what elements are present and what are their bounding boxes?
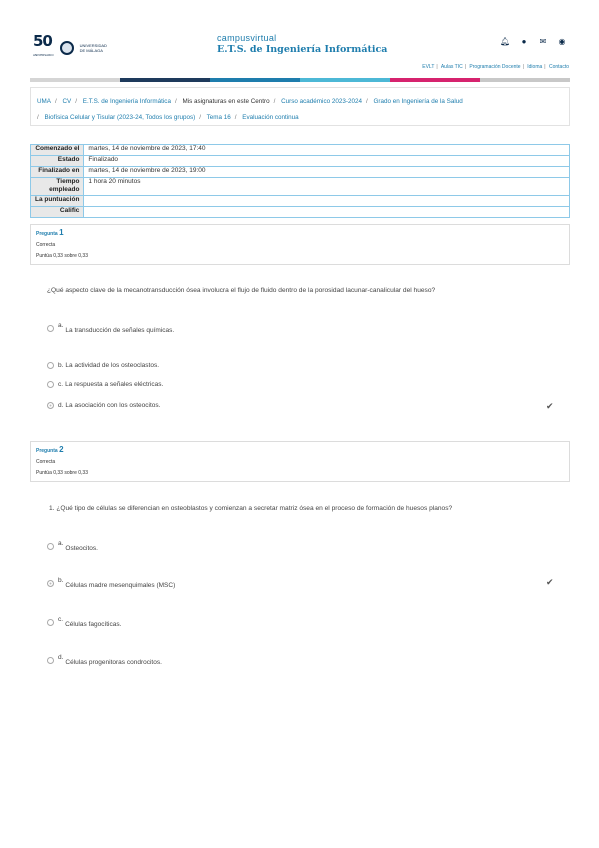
option-text: La actividad de los osteoclastos.: [65, 362, 160, 369]
question-grade: Puntúa 0,33 sobre 0,33: [36, 253, 88, 259]
chat-icon[interactable]: ●: [521, 37, 527, 46]
question-state: Correcta: [36, 242, 56, 248]
breadcrumb-etsi[interactable]: E.T.S. de Ingeniería Informática: [82, 98, 171, 105]
breadcrumb-tema[interactable]: Tema 16: [206, 114, 231, 121]
question-1-text: ¿Qué aspecto clave de la mecanotransducción ósea involucra el flujo de fluido dentro de la porosidad lacunar-canalicular del hueso?: [47, 287, 436, 294]
anniversary-logo: 50 ANIVERSARIO: [33, 32, 54, 57]
summary-value: [84, 196, 570, 207]
university-seal-icon: [60, 41, 74, 55]
q2-option-d[interactable]: d. Células progenitoras condrocitos.: [47, 657, 162, 666]
link-programacion-docente[interactable]: Programación Docente: [469, 64, 521, 70]
header-icons: [500, 37, 567, 46]
radio-button-selected[interactable]: [47, 580, 54, 587]
radio-button[interactable]: [47, 657, 54, 664]
color-segment: [210, 78, 300, 82]
site-title-line1: campusvirtual: [217, 33, 277, 43]
color-segment: [480, 78, 570, 82]
radio-button-selected[interactable]: [47, 402, 54, 409]
summary-key: Finalizado en: [31, 167, 84, 178]
breadcrumb-mis-asignaturas[interactable]: Mis asignaturas en este Centro: [182, 98, 270, 105]
q1-option-c[interactable]: c. La respuesta a señales eléctricas.: [47, 381, 163, 388]
link-idioma[interactable]: Idioma: [527, 64, 543, 70]
bell-icon[interactable]: 🔔︎: [500, 37, 511, 46]
option-text: Células madre mesenquimales (MSC): [65, 582, 176, 589]
breadcrumb: UMA / CV / E.T.S. de Ingeniería Informática / Mis asignaturas en este Centro / Curso académico 2023-2024 / Grado en Ingeniería de la Salud / Biofísica Celular y Tisular (2023-24, Todos los grupos) / Tema 16 / Evaluación continua: [30, 87, 570, 126]
correct-check-icon: ✔: [546, 577, 554, 587]
color-segment: [300, 78, 390, 82]
summary-key: La puntuación: [31, 196, 84, 207]
attempt-summary-table: [30, 144, 570, 218]
question-grade: Puntúa 0,33 sobre 0,33: [36, 470, 88, 476]
mail-icon[interactable]: ✉: [539, 37, 547, 46]
breadcrumb-uma[interactable]: UMA: [37, 98, 51, 105]
color-segment: [120, 78, 210, 82]
summary-row: [31, 167, 570, 178]
correct-check-icon: ✔: [546, 401, 554, 411]
radio-button[interactable]: [47, 362, 54, 369]
radio-button[interactable]: [47, 543, 54, 550]
breadcrumb-curso[interactable]: Curso académico 2023-2024: [281, 98, 362, 105]
summary-key: Comenzado el: [31, 145, 84, 156]
breadcrumb-evaluacion[interactable]: Evaluación continua: [242, 114, 299, 121]
summary-row: [31, 196, 570, 207]
summary-row: [31, 207, 570, 218]
site-title-line2: E.T.S. de Ingeniería Informática: [217, 44, 388, 55]
radio-button[interactable]: [47, 619, 54, 626]
option-text: La transducción de señales químicas.: [65, 327, 175, 334]
option-text: La asociación con los osteocitos.: [65, 402, 161, 409]
link-aulas-tic[interactable]: Aulas TIC: [440, 64, 463, 70]
color-segment: [390, 78, 480, 82]
top-links: EVLT | Aulas TIC | Programación Docente | Idioma | Contacto: [422, 64, 569, 70]
question-number: Pregunta 2: [36, 445, 64, 454]
q2-option-a[interactable]: a. Osteocitos.: [47, 543, 98, 552]
link-evlt[interactable]: EVLT: [422, 64, 435, 70]
university-name: UNIVERSIDAD DE MÁLAGA: [79, 43, 107, 53]
link-contacto[interactable]: Contacto: [548, 64, 569, 70]
user-icon[interactable]: ◉: [558, 37, 566, 46]
summary-row: [31, 145, 570, 156]
summary-value: martes, 14 de noviembre de 2023, 17:40: [84, 145, 570, 156]
option-text: La respuesta a señales eléctricas.: [65, 381, 164, 388]
summary-row: [31, 156, 570, 167]
breadcrumb-grado[interactable]: Grado en Ingeniería de la Salud: [373, 98, 463, 105]
site-title[interactable]: [217, 33, 387, 55]
summary-value: martes, 14 de noviembre de 2023, 19:00: [84, 167, 570, 178]
q2-option-c[interactable]: c. Células fagocíticas.: [47, 619, 121, 628]
q1-option-a[interactable]: a. La transducción de señales químicas.: [47, 325, 174, 334]
summary-key: Calific: [31, 207, 84, 218]
summary-row: [31, 178, 570, 196]
summary-key: Tiempo empleado: [31, 178, 84, 196]
summary-value: Finalizado: [84, 156, 570, 167]
color-bar: [30, 78, 570, 82]
summary-key: Estado: [31, 156, 84, 167]
summary-value: [84, 207, 570, 218]
question-number: Pregunta 1: [36, 228, 64, 237]
breadcrumb-cv[interactable]: CV: [62, 98, 72, 105]
university-logo[interactable]: [33, 34, 110, 62]
question-2-info: [30, 441, 570, 482]
question-state: Correcta: [36, 459, 56, 465]
q1-option-b[interactable]: b. La actividad de los osteoclastos.: [47, 362, 159, 369]
color-segment: [30, 78, 120, 82]
q1-option-d[interactable]: d. La asociación con los osteocitos.: [47, 402, 160, 409]
radio-button[interactable]: [47, 381, 54, 388]
radio-button[interactable]: [47, 325, 54, 332]
option-text: Osteocitos.: [65, 545, 98, 552]
option-text: Células fagocíticas.: [65, 621, 122, 628]
question-1-info: [30, 224, 570, 265]
breadcrumb-asignatura[interactable]: Biofísica Celular y Tisular (2023-24, Todos los grupos): [44, 114, 196, 121]
summary-value: 1 hora 20 minutos: [84, 178, 570, 196]
q2-option-b[interactable]: b. Células madre mesenquimales (MSC): [47, 580, 175, 589]
option-text: Células progenitoras condrocitos.: [65, 659, 162, 666]
question-2-text: 1. ¿Qué tipo de células se diferencian en osteoblastos y comienzan a secretar matriz ósea en el proceso de formación de huesos planos?: [49, 505, 453, 512]
